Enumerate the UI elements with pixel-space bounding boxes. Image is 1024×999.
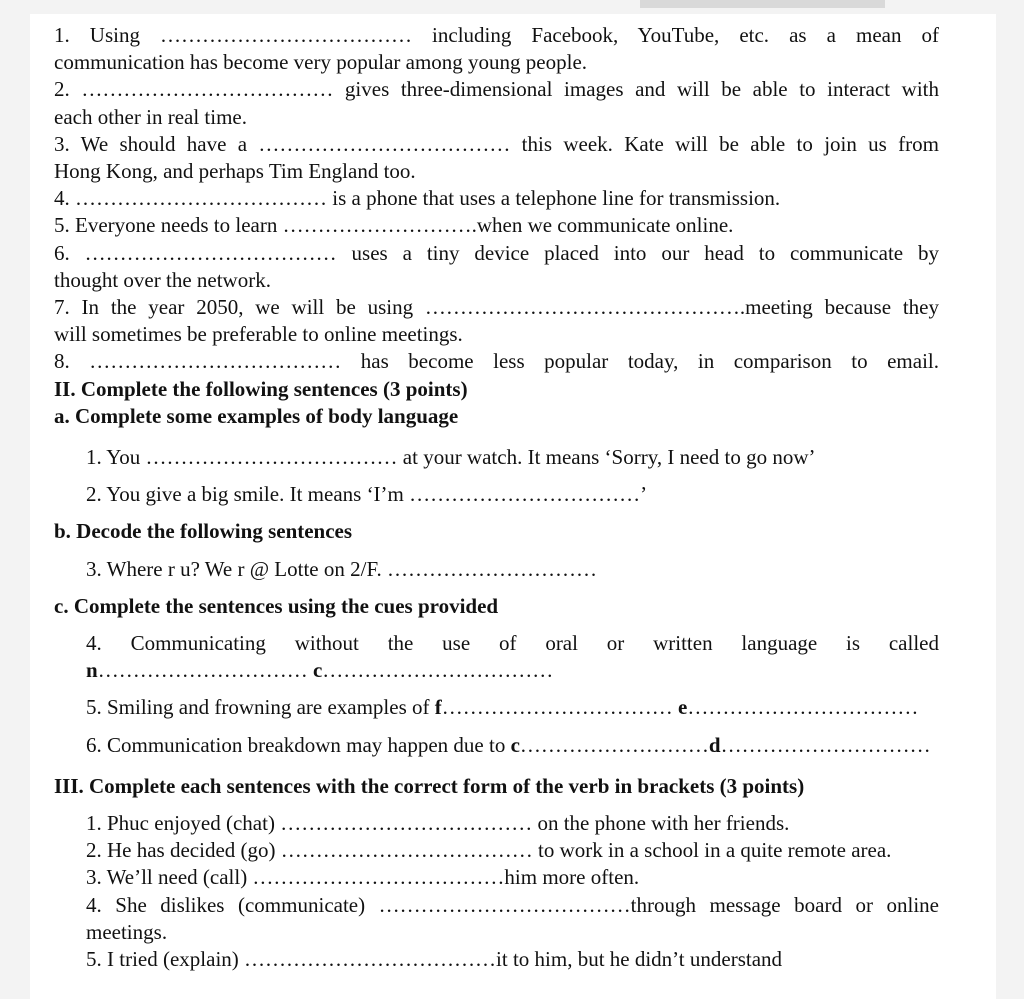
blank-d: ………………………… <box>720 732 931 757</box>
item-2-line-1: 2. ……………………………… gives three-dimensional images and will be able to interact with <box>54 77 939 102</box>
section-2b-heading: b. Decode the following sentences <box>54 519 353 544</box>
section-2-heading: II. Complete the following sentences (3 points) <box>54 376 468 401</box>
cue-letter-f: f <box>434 695 442 720</box>
blank-e: …………………………… <box>687 695 919 720</box>
cue-letter-d: d <box>708 732 721 757</box>
item-2-line-2: each other in real time. <box>54 104 247 129</box>
body-language-item-1: 1. You ……………………………… at your watch. It means ‘Sorry, I need to go now’ <box>86 445 816 470</box>
cues-item-6-text: 6. Communication breakdown may happen due to <box>86 732 511 757</box>
cue-letter-c2: c <box>510 732 520 757</box>
verb-item-2: 2. He has decided (go) ……………………………… to work in a school in a quite remote area. <box>86 838 892 863</box>
item-5: 5. Everyone needs to learn ……………………….when we communicate online. <box>54 213 734 238</box>
cues-item-5-text: 5. Smiling and frowning are examples of <box>86 695 435 720</box>
verb-item-1: 1. Phuc enjoyed (chat) ……………………………… on the phone with her friends. <box>86 811 790 836</box>
item-1-line-2: communication has become very popular among young people. <box>54 50 588 75</box>
worksheet-content <box>54 22 939 973</box>
cues-item-4-line-1: 4. Communicating without the use of oral or written language is called <box>86 631 939 656</box>
item-3-line-2: Hong Kong, and perhaps Tim England too. <box>54 159 416 184</box>
section-2a-heading: a. Complete some examples of body language <box>54 403 459 428</box>
item-8: 8. ……………………………… has become less popular today, in comparison to email. <box>54 349 939 374</box>
blank-n: ………………………… <box>97 658 308 683</box>
decode-item-3: 3. Where r u? We r @ Lotte on 2/F. ………………………… <box>86 556 597 581</box>
blank-c2: ……………………… <box>519 732 709 757</box>
cue-letter-c: c <box>312 658 323 683</box>
cues-item-5 <box>54 694 939 721</box>
verb-item-4-line-2: meetings. <box>86 919 168 944</box>
item-6-line-1: 6. ……………………………… uses a tiny device placed into our head to communicate by <box>54 240 939 265</box>
verb-item-4-line-1: 4. She dislikes (communicate) ………………………………through message board or online <box>86 892 939 917</box>
top-tab <box>640 0 885 8</box>
section-3-heading: III. Complete each sentences with the correct form of the verb in brackets (3 points) <box>54 773 805 798</box>
section-2c-heading: c. Complete the sentences using the cues provided <box>54 593 499 618</box>
verb-item-5: 5. I tried (explain) ………………………………it to him, but he didn’t understand <box>86 947 783 972</box>
item-7-line-1: 7. In the year 2050, we will be using ……………………………………….meeting because they <box>54 295 939 320</box>
cue-letter-n: n <box>86 658 98 683</box>
item-4: 4. ……………………………… is a phone that uses a telephone line for transmission. <box>54 186 781 211</box>
blank-c: …………………………… <box>322 658 554 683</box>
item-1-line-1: 1. Using ……………………………… including Facebook, YouTube, etc. as a mean of <box>54 23 939 47</box>
verb-item-3: 3. We’ll need (call) ………………………………him more often. <box>86 865 640 890</box>
body-language-item-2: 2. You give a big smile. It means ‘I’m ……………………………’ <box>86 482 648 507</box>
blank-f: …………………………… <box>441 695 673 720</box>
left-border <box>0 0 30 999</box>
cues-item-4-line-2 <box>54 657 939 684</box>
item-3-line-1: 3. We should have a ……………………………… this week. Kate will be able to join us from <box>54 131 939 156</box>
item-7-line-2: will sometimes be preferable to online meetings. <box>54 322 463 347</box>
item-6-line-2: thought over the network. <box>54 267 271 292</box>
cues-item-6 <box>54 732 939 759</box>
worksheet-page <box>30 14 996 999</box>
right-border <box>996 0 1024 999</box>
cue-letter-e: e <box>678 695 688 720</box>
